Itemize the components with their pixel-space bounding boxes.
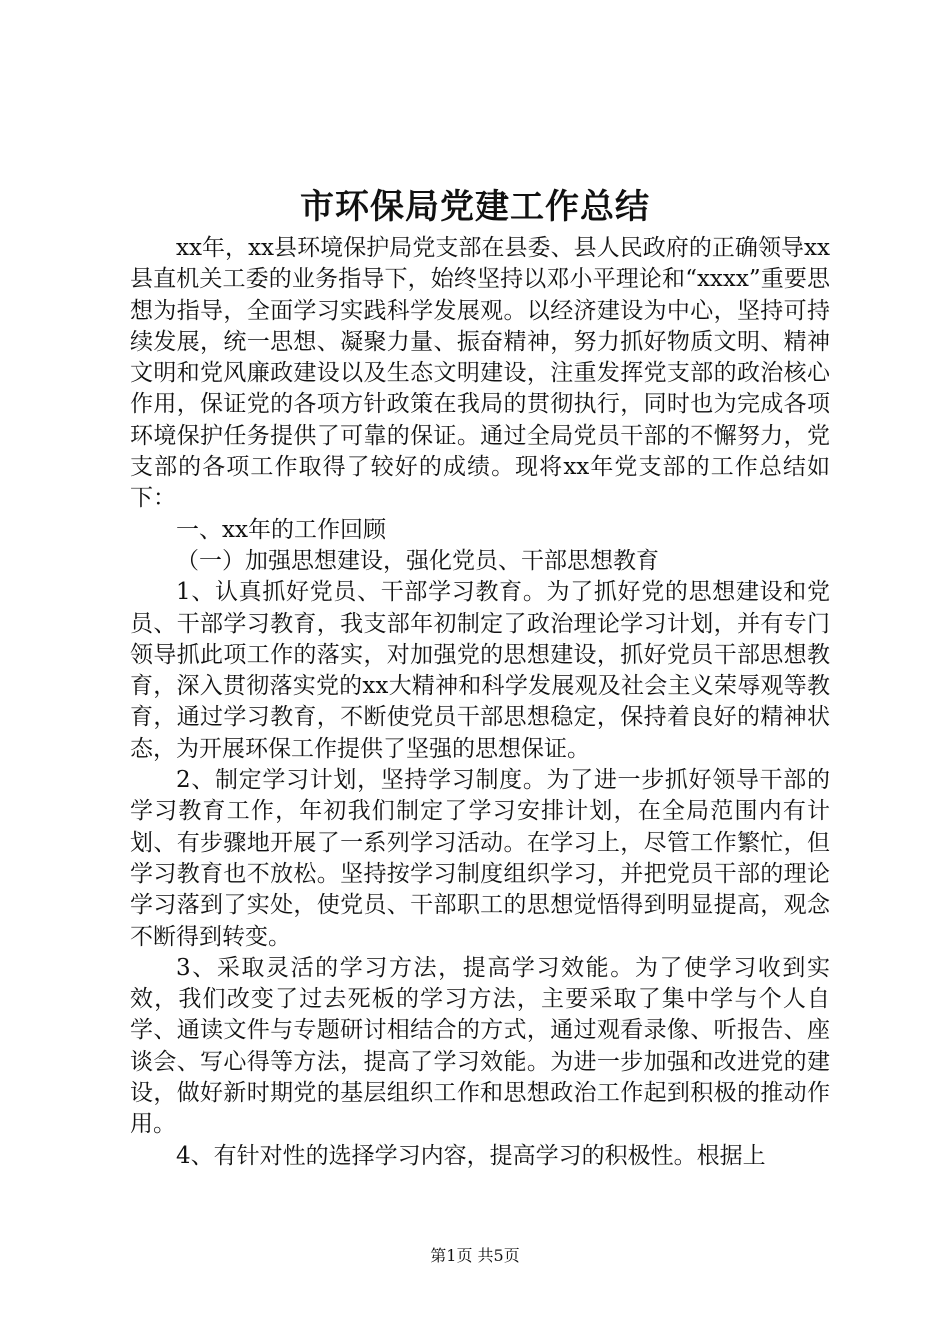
section-heading: 一、xx年的工作回顾 [176, 516, 386, 543]
item-paragraph-4: 4、有针对性的选择学习内容，提高学习的积极性。根据上 [176, 1142, 766, 1169]
page-footer: 第1页 共5页 [430, 1246, 520, 1265]
document-title: 市环保局党建工作总结 [300, 187, 650, 227]
item-paragraph-2: 2、制定学习计划，坚持学习制度。为了进一步抓好领导干部的学习教育工作，年初我们制定了学习安排计划，在全局范围内有计划、有步骤地开展了一系列学习活动。在学习上，尽管工作繁忙，但学习教育也不放松。坚持按学习制度组织学习，并把党员干部的理论学习落到了实处，使党员、干部职工的思想觉悟得到明显提高，观念不断得到转变。 [130, 767, 830, 950]
subsection-heading: （一）加强思想建设，强化党员、干部思想教育 [176, 547, 659, 574]
document-body [130, 233, 830, 1172]
item-paragraph-1: 1、认真抓好党员、干部学习教育。为了抓好党的思想建设和党员、干部学习教育，我支部年初制定了政治理论学习计划，并有专门领导抓此项工作的落实，对加强党的思想建设，抓好党员干部思想教育，深入贯彻落实党的xx大精神和科学发展观及社会主义荣辱观等教育，通过学习教育，不断使党员干部思想稳定，保持着良好的精神状态，为开展环保工作提供了坚强的思想保证。 [130, 579, 830, 762]
item-paragraph-3: 3、采取灵活的学习方法，提高学习效能。为了使学习收到实效，我们改变了过去死板的学习方法，主要采取了集中学与个人自学、通读文件与专题研讨相结合的方式，通过观看录像、听报告、座谈会、写心得等方法，提高了学习效能。为进一步加强和改进党的建设，做好新时期党的基层组织工作和思想政治工作起到积极的推动作用。 [130, 954, 830, 1138]
intro-paragraph: xx年，xx县环境保护局党支部在县委、县人民政府的正确领导xx县直机关工委的业务指导下，始终坚持以邓小平理论和“xxxx”重要思想为指导，全面学习实践科学发展观。以经济建设为中心，坚持可持续发展，统一思想、凝聚力量、振奋精神，努力抓好物质文明、精神文明和党风廉政建设以及生态文明建设，注重发挥党支部的政治核心作用，保证党的各项方针政策在我局的贯彻执行，同时也为完成各项环境保护任务提供了可靠的保证。通过全局党员干部的不懈努力，党支部的各项工作取得了较好的成绩。现将xx年党支部的工作总结如下： [130, 235, 830, 512]
